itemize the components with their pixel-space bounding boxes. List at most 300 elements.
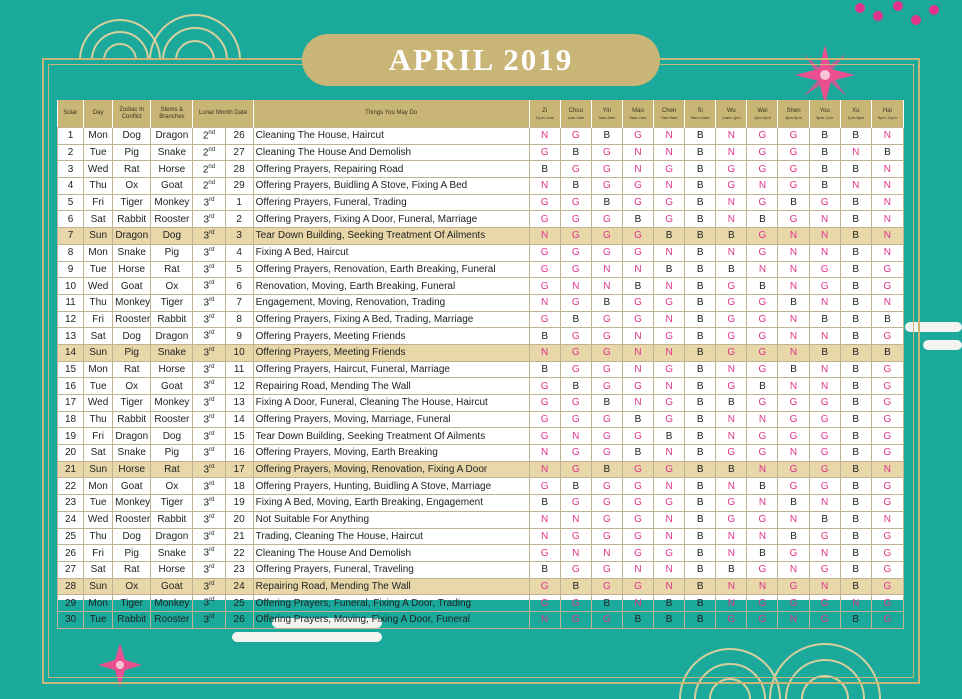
lunar-month-number: 3 [203, 414, 210, 426]
things-to-do: Offering Prayers, Renovation, Earth Breaking, Funeral [253, 261, 529, 278]
header-hour-you [809, 100, 840, 128]
zodiac-conflict: Ox [113, 178, 151, 195]
hour-rating: N [778, 561, 809, 578]
hour-rating: B [685, 545, 716, 562]
lunar-day: 26 [225, 128, 253, 145]
hour-rating: G [871, 361, 903, 378]
weekday: Tue [84, 261, 113, 278]
hour-rating: G [747, 595, 778, 612]
lunar-month [193, 528, 225, 545]
berries-top-right-icon [850, 0, 950, 40]
hour-rating: G [871, 578, 903, 595]
hour-rating: G [871, 411, 903, 428]
hour-rating: B [685, 311, 716, 328]
hour-rating: G [778, 578, 809, 595]
hour-rating: B [685, 528, 716, 545]
lunar-month [193, 294, 225, 311]
table-row [58, 428, 904, 445]
hour-rating: N [716, 428, 747, 445]
table-row [58, 461, 904, 478]
lunar-month-suffix: nd [208, 163, 216, 170]
hour-rating: N [529, 461, 560, 478]
hour-name: Wei [757, 107, 768, 114]
hour-time: 3am-5am [598, 114, 616, 120]
hour-rating: N [747, 578, 778, 595]
hour-rating: G [871, 528, 903, 545]
hour-rating: G [591, 511, 622, 528]
zodiac-conflict: Tiger [113, 595, 151, 612]
hour-rating: B [747, 478, 778, 495]
lunar-month [193, 311, 225, 328]
hour-rating: G [622, 495, 653, 512]
hour-rating: N [622, 161, 653, 178]
lunar-month-number: 3 [203, 514, 210, 526]
hour-rating: B [747, 545, 778, 562]
hour-rating: N [560, 545, 591, 562]
lunar-month-suffix: rd [209, 597, 215, 604]
lunar-day: 25 [225, 595, 253, 612]
hour-rating: G [622, 545, 653, 562]
table-row [58, 144, 904, 161]
header-solar: Solar [58, 100, 84, 128]
hour-rating: N [747, 495, 778, 512]
solar-date: 11 [58, 294, 84, 311]
hour-rating: G [747, 228, 778, 245]
hour-rating: G [747, 144, 778, 161]
hour-rating: B [622, 211, 653, 228]
lunar-month-suffix: rd [209, 547, 215, 554]
hour-rating: G [716, 445, 747, 462]
lunar-month [193, 261, 225, 278]
lunar-month-number: 3 [203, 380, 210, 392]
lunar-month-suffix: rd [209, 363, 215, 370]
table-row [58, 561, 904, 578]
hour-rating: G [747, 561, 778, 578]
hour-rating: B [809, 511, 840, 528]
solar-date: 8 [58, 244, 84, 261]
hour-rating: G [809, 411, 840, 428]
hour-rating: B [778, 294, 809, 311]
lunar-day: 9 [225, 328, 253, 345]
lunar-month [193, 411, 225, 428]
solar-date: 3 [58, 161, 84, 178]
lunar-month [193, 611, 225, 628]
hour-rating: N [654, 561, 685, 578]
hour-rating: B [685, 378, 716, 395]
hour-rating: B [716, 395, 747, 412]
solar-date: 1 [58, 128, 84, 145]
lunar-month-number: 3 [203, 297, 210, 309]
hour-rating: N [716, 144, 747, 161]
hour-rating: B [685, 161, 716, 178]
lunar-month [193, 328, 225, 345]
lunar-month-number: 3 [203, 280, 210, 292]
hour-rating: N [654, 528, 685, 545]
lunar-month-number: 3 [203, 397, 210, 409]
weekday: Wed [84, 161, 113, 178]
hour-rating: N [871, 178, 903, 195]
header-hour-yin [591, 100, 622, 128]
hour-rating: G [871, 395, 903, 412]
hour-rating: B [716, 561, 747, 578]
hour-rating: N [716, 361, 747, 378]
hour-rating: G [778, 411, 809, 428]
hour-rating: G [591, 361, 622, 378]
hour-rating: G [716, 511, 747, 528]
lunar-day: 1 [225, 194, 253, 211]
zodiac-conflict: Goat [113, 278, 151, 295]
hour-rating: B [654, 595, 685, 612]
hour-rating: N [809, 211, 840, 228]
things-to-do: Offering Prayers, Repairing Road [253, 161, 529, 178]
header-zodiac: Zodiac In Conflict [113, 100, 151, 128]
hour-rating: B [685, 328, 716, 345]
hour-rating: G [809, 194, 840, 211]
hour-rating: B [591, 595, 622, 612]
stems-branches: Rat [151, 461, 193, 478]
weekday: Mon [84, 128, 113, 145]
zodiac-conflict: Horse [113, 261, 151, 278]
table-row [58, 211, 904, 228]
table-row [58, 445, 904, 462]
lunar-month [193, 495, 225, 512]
hour-rating: G [716, 495, 747, 512]
hour-rating: B [809, 344, 840, 361]
stems-branches: Horse [151, 361, 193, 378]
hour-rating: G [871, 561, 903, 578]
lunar-day: 18 [225, 478, 253, 495]
things-to-do: Offering Prayers, Funeral, Traveling [253, 561, 529, 578]
solar-date: 6 [58, 211, 84, 228]
solar-date: 12 [58, 311, 84, 328]
weekday: Mon [84, 244, 113, 261]
lunar-month-number: 3 [203, 264, 210, 275]
zodiac-conflict: Rabbit [113, 211, 151, 228]
hour-rating: G [591, 528, 622, 545]
hour-rating: B [716, 228, 747, 245]
hour-rating: G [622, 228, 653, 245]
hour-time: 1am-3am [567, 114, 585, 120]
lunar-month [193, 511, 225, 528]
weekday: Tue [84, 144, 113, 161]
weekday: Wed [84, 278, 113, 295]
hour-rating: B [654, 428, 685, 445]
hour-rating: N [871, 128, 903, 145]
hour-rating: N [840, 144, 871, 161]
hour-rating: N [809, 328, 840, 345]
hour-rating: G [747, 194, 778, 211]
zodiac-conflict: Pig [113, 144, 151, 161]
lunar-month-suffix: rd [209, 614, 215, 621]
weekday: Sun [84, 461, 113, 478]
almanac-table [57, 100, 904, 629]
lunar-month-suffix: rd [209, 347, 215, 354]
hour-rating: N [654, 278, 685, 295]
hour-rating: G [529, 595, 560, 612]
weekday: Tue [84, 611, 113, 628]
hour-rating: G [778, 395, 809, 412]
hour-rating: G [560, 395, 591, 412]
hour-rating: G [809, 611, 840, 628]
weekday: Fri [84, 311, 113, 328]
hour-rating: B [840, 128, 871, 145]
table-row [58, 478, 904, 495]
lunar-month-number: 3 [203, 497, 210, 509]
hour-rating: N [622, 361, 653, 378]
stems-branches: Tiger [151, 294, 193, 311]
hour-rating: N [654, 511, 685, 528]
hour-rating: N [809, 294, 840, 311]
hour-rating: B [840, 194, 871, 211]
things-to-do: Renovation, Moving, Earth Breaking, Funeral [253, 278, 529, 295]
stems-branches: Rat [151, 261, 193, 278]
hour-rating: B [840, 611, 871, 628]
hour-rating: G [560, 194, 591, 211]
hour-name: Chou [568, 107, 583, 114]
hour-rating: B [778, 194, 809, 211]
stems-branches: Horse [151, 561, 193, 578]
hour-rating: G [716, 161, 747, 178]
lunar-month-number: 2 [202, 147, 209, 159]
lunar-month-suffix: nd [208, 146, 216, 153]
hour-rating: G [529, 261, 560, 278]
things-to-do: Fixing A Bed, Moving, Earth Breaking, Engagement [253, 495, 529, 512]
weekday: Mon [84, 595, 113, 612]
hour-rating: G [778, 144, 809, 161]
hour-rating: N [654, 144, 685, 161]
hour-rating: B [747, 278, 778, 295]
stems-branches: Rabbit [151, 311, 193, 328]
hour-rating: B [840, 228, 871, 245]
lunar-month [193, 128, 225, 145]
hour-rating: B [622, 611, 653, 628]
hour-rating: N [622, 561, 653, 578]
hour-rating: G [809, 395, 840, 412]
hour-rating: N [778, 244, 809, 261]
hour-rating: G [560, 161, 591, 178]
lunar-month-suffix: nd [208, 130, 216, 137]
hour-rating: G [591, 478, 622, 495]
solar-date: 9 [58, 261, 84, 278]
lunar-day: 23 [225, 561, 253, 578]
hour-rating: B [560, 578, 591, 595]
lunar-month-suffix: rd [209, 280, 215, 287]
hour-rating: N [809, 378, 840, 395]
hour-rating: N [716, 595, 747, 612]
hour-rating: B [840, 561, 871, 578]
hour-rating: B [622, 278, 653, 295]
stems-branches: Rooster [151, 611, 193, 628]
hour-rating: G [560, 211, 591, 228]
hour-rating: G [716, 378, 747, 395]
table-row [58, 344, 904, 361]
lunar-month [193, 194, 225, 211]
hour-rating: B [840, 344, 871, 361]
header-day: Day [84, 100, 113, 128]
solar-date: 2 [58, 144, 84, 161]
zodiac-conflict: Tiger [113, 194, 151, 211]
hour-rating: N [716, 545, 747, 562]
weekday: Wed [84, 395, 113, 412]
lunar-day: 6 [225, 278, 253, 295]
hour-rating: G [871, 328, 903, 345]
hour-rating: N [716, 128, 747, 145]
hour-time: 7pm-9pm [847, 114, 865, 120]
lunar-day: 5 [225, 261, 253, 278]
hour-rating: B [685, 144, 716, 161]
hour-rating: N [809, 495, 840, 512]
weekday: Fri [84, 194, 113, 211]
hour-rating: N [716, 211, 747, 228]
hour-rating: N [560, 511, 591, 528]
hour-rating: G [529, 578, 560, 595]
zodiac-conflict: Dog [113, 528, 151, 545]
stems-branches: Ox [151, 278, 193, 295]
hour-rating: B [591, 194, 622, 211]
hour-rating: G [809, 278, 840, 295]
weekday: Sat [84, 211, 113, 228]
hour-rating: G [622, 511, 653, 528]
lunar-month-suffix: rd [209, 430, 215, 437]
zodiac-conflict: Monkey [113, 294, 151, 311]
hour-rating: G [654, 411, 685, 428]
hour-rating: N [840, 178, 871, 195]
hour-rating: N [622, 395, 653, 412]
hour-rating: G [622, 294, 653, 311]
hour-time: 9pm-11pm [877, 114, 897, 120]
things-to-do: Offering Prayers, Moving, Marriage, Funeral [253, 411, 529, 428]
hour-rating: G [809, 428, 840, 445]
hour-rating: B [840, 528, 871, 545]
hour-rating: G [778, 161, 809, 178]
hour-rating: G [778, 128, 809, 145]
things-to-do: Fixing A Door, Funeral, Cleaning The House, Haircut [253, 395, 529, 412]
hour-rating: G [654, 461, 685, 478]
hour-rating: G [529, 395, 560, 412]
hour-rating: G [591, 178, 622, 195]
hour-rating: G [529, 428, 560, 445]
lunar-day: 4 [225, 244, 253, 261]
hour-rating: B [840, 428, 871, 445]
table-row [58, 395, 904, 412]
lunar-month-number: 2 [202, 180, 209, 192]
stems-branches: Monkey [151, 194, 193, 211]
hour-rating: G [591, 428, 622, 445]
hour-rating: N [654, 344, 685, 361]
header-hour-mao [622, 100, 653, 128]
hour-rating: B [840, 378, 871, 395]
hour-rating: B [622, 445, 653, 462]
hour-rating: B [840, 495, 871, 512]
lunar-month-number: 3 [203, 597, 210, 609]
hour-rating: G [871, 495, 903, 512]
hour-rating: N [778, 328, 809, 345]
stems-branches: Horse [151, 161, 193, 178]
hour-rating: B [685, 178, 716, 195]
hour-rating: G [591, 144, 622, 161]
hour-rating: N [871, 511, 903, 528]
hour-rating: B [685, 411, 716, 428]
things-to-do: Engagement, Moving, Renovation, Trading [253, 294, 529, 311]
hour-rating: G [591, 161, 622, 178]
hour-rating: G [747, 311, 778, 328]
solar-date: 5 [58, 194, 84, 211]
lunar-month [193, 561, 225, 578]
lunar-day: 11 [225, 361, 253, 378]
solar-date: 13 [58, 328, 84, 345]
hour-name: Yin [602, 107, 612, 114]
hour-rating: N [871, 194, 903, 211]
hour-rating: G [654, 294, 685, 311]
hour-rating: G [654, 211, 685, 228]
hour-rating: N [778, 278, 809, 295]
hour-rating: G [591, 578, 622, 595]
lunar-day: 8 [225, 311, 253, 328]
hour-rating: B [685, 294, 716, 311]
hour-rating: B [560, 144, 591, 161]
table-row [58, 411, 904, 428]
hour-rating: G [778, 211, 809, 228]
hour-rating: N [560, 428, 591, 445]
lunar-month [193, 278, 225, 295]
lunar-day: 22 [225, 545, 253, 562]
hour-rating: G [654, 395, 685, 412]
lunar-day: 20 [225, 511, 253, 528]
hour-rating: G [654, 161, 685, 178]
hour-rating: B [840, 161, 871, 178]
page-title: APRIL 2019 [302, 34, 660, 86]
things-to-do: Offering Prayers, Fixing A Door, Funeral, Marriage [253, 211, 529, 228]
hour-rating: G [747, 128, 778, 145]
lunar-month-number: 3 [203, 447, 210, 459]
hour-rating: G [529, 311, 560, 328]
lunar-month-suffix: rd [209, 297, 215, 304]
hour-rating: G [622, 378, 653, 395]
table-row [58, 545, 904, 562]
hour-rating: G [809, 261, 840, 278]
stems-branches: Rabbit [151, 511, 193, 528]
hour-rating: B [654, 261, 685, 278]
hour-rating: N [591, 278, 622, 295]
hour-rating: B [591, 128, 622, 145]
hour-rating: B [778, 361, 809, 378]
lunar-month-suffix: rd [209, 246, 215, 253]
hour-name: Zi [542, 107, 548, 114]
header-things: Things You May Do [253, 100, 529, 128]
hour-name: Mao [632, 107, 644, 114]
lunar-month-suffix: rd [209, 380, 215, 387]
hour-rating: B [747, 378, 778, 395]
lunar-month [193, 478, 225, 495]
zodiac-conflict: Horse [113, 461, 151, 478]
hour-name: You [819, 107, 830, 114]
weekday: Tue [84, 495, 113, 512]
hour-rating: G [560, 328, 591, 345]
zodiac-conflict: Rooster [113, 511, 151, 528]
hour-rating: B [560, 178, 591, 195]
solar-date: 7 [58, 228, 84, 245]
lunar-month [193, 395, 225, 412]
hour-rating: N [654, 445, 685, 462]
zodiac-conflict: Rat [113, 361, 151, 378]
hour-rating: B [840, 278, 871, 295]
weekday: Fri [84, 545, 113, 562]
hour-rating: N [591, 261, 622, 278]
table-row [58, 261, 904, 278]
hour-rating: G [747, 395, 778, 412]
hour-rating: G [747, 328, 778, 345]
things-to-do: Trading, Cleaning The House, Haircut [253, 528, 529, 545]
